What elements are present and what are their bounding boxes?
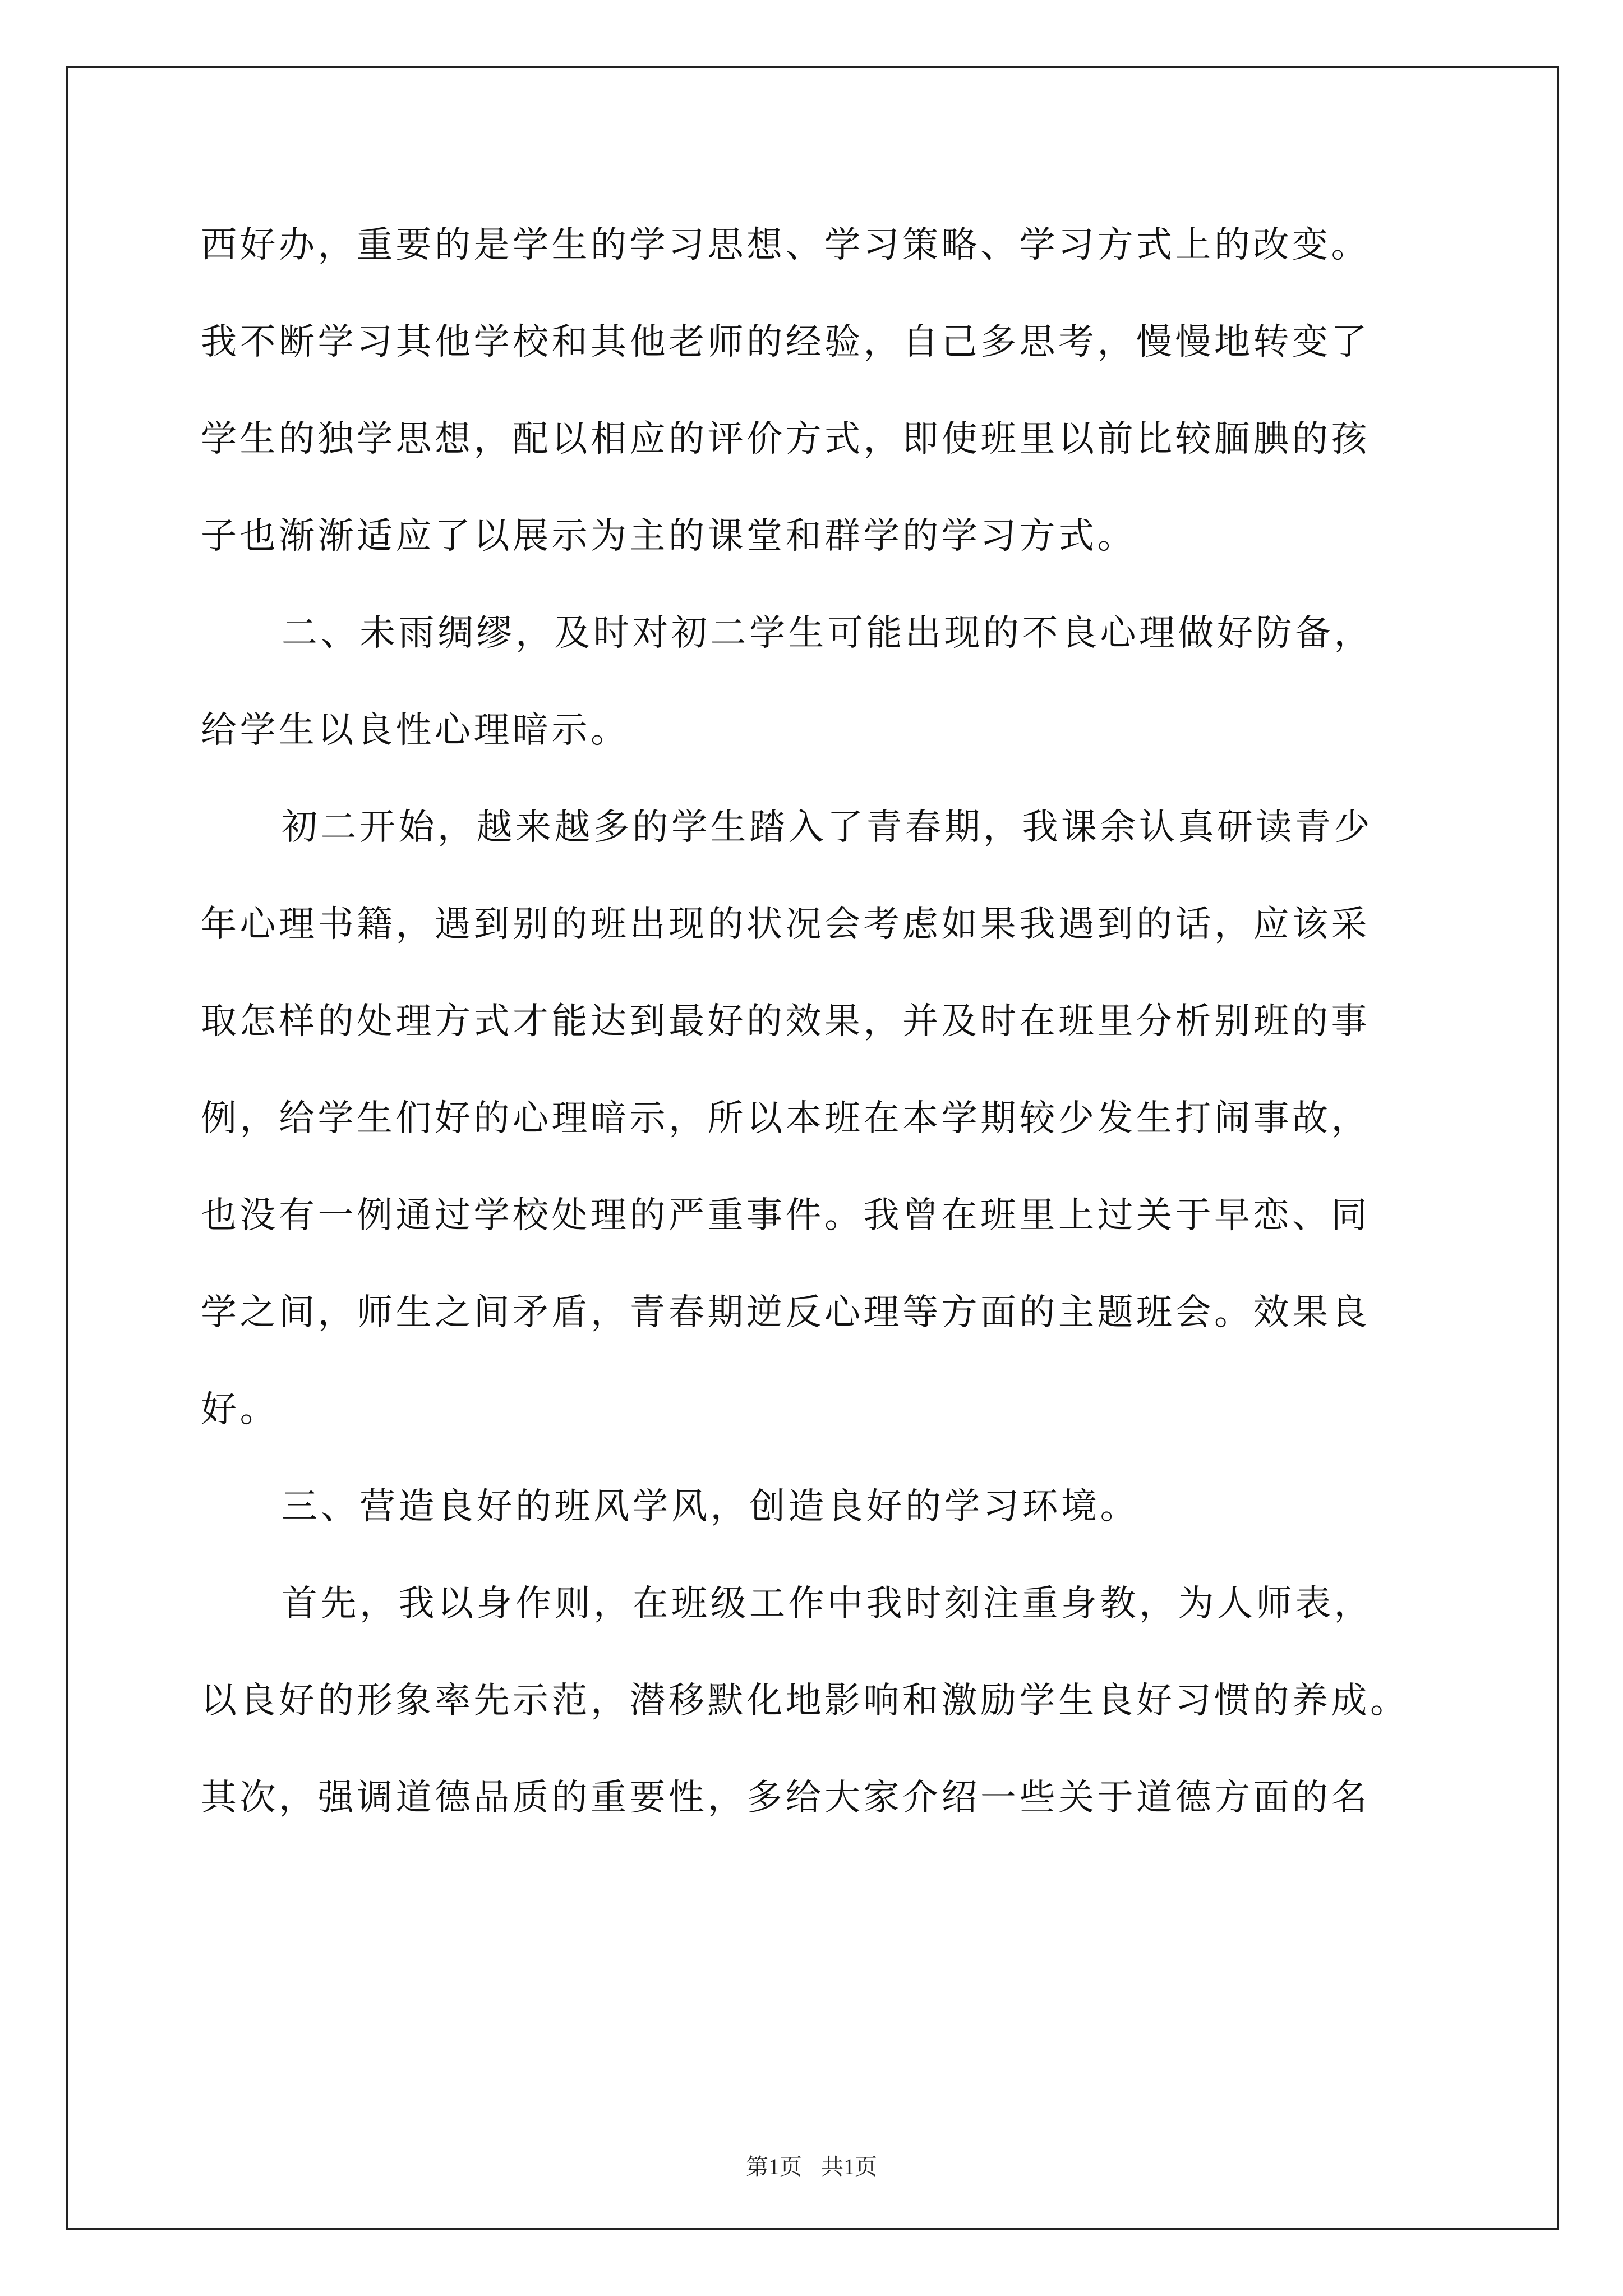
text-line: 也没有一例通过学校处理的严重事件。我曾在班里上过关于早恋、同 — [201, 1195, 1370, 1236]
section-heading: 二、未雨绸缪，及时对初二学生可能出现的不良心理做好防备， — [282, 613, 1373, 654]
text-line: 给学生以良性心理暗示。 — [201, 710, 630, 751]
text-line: 年心理书籍，遇到别的班出现的状况会考虑如果我遇到的话，应该采 — [201, 904, 1370, 945]
text-line: 西好办，重要的是学生的学习思想、学习策略、学习方式上的改变。 — [201, 224, 1370, 266]
text-line: 其次，强调道德品质的重要性，多给大家介绍一些关于道德方面的名 — [201, 1777, 1370, 1819]
text-line: 以良好的形象率先示范，潜移默化地影响和激励学生良好习惯的养成。 — [201, 1680, 1409, 1722]
section-heading: 三、营造良好的班风学风，创造良好的学习环境。 — [282, 1486, 1139, 1527]
text-line: 首先，我以身作则，在班级工作中我时刻注重身教，为人师表， — [282, 1583, 1373, 1625]
text-line: 好。 — [201, 1389, 279, 1430]
text-line: 例，给学生们好的心理暗示，所以本班在本学期较少发生打闹事故， — [201, 1098, 1370, 1139]
text-line: 初二开始，越来越多的学生踏入了青春期，我课余认真研读青少 — [282, 807, 1373, 848]
text-line: 取怎样的处理方式才能达到最好的效果，并及时在班里分析别班的事 — [201, 1001, 1370, 1042]
page-total: 共1页 — [821, 2154, 877, 2179]
text-line: 我不断学习其他学校和其他老师的经验，自己多思考，慢慢地转变了 — [201, 321, 1370, 363]
page-footer — [0, 2153, 1623, 2181]
text-line: 学生的独学思想，配以相应的评价方式，即使班里以前比较腼腆的孩 — [201, 418, 1370, 460]
page-number: 第1页 — [746, 2154, 802, 2179]
text-line: 学之间，师生之间矛盾，青春期逆反心理等方面的主题班会。效果良 — [201, 1292, 1370, 1333]
text-line: 子也渐渐适应了以展示为主的课堂和群学的学习方式。 — [201, 516, 1136, 557]
page-border — [66, 66, 1559, 2230]
